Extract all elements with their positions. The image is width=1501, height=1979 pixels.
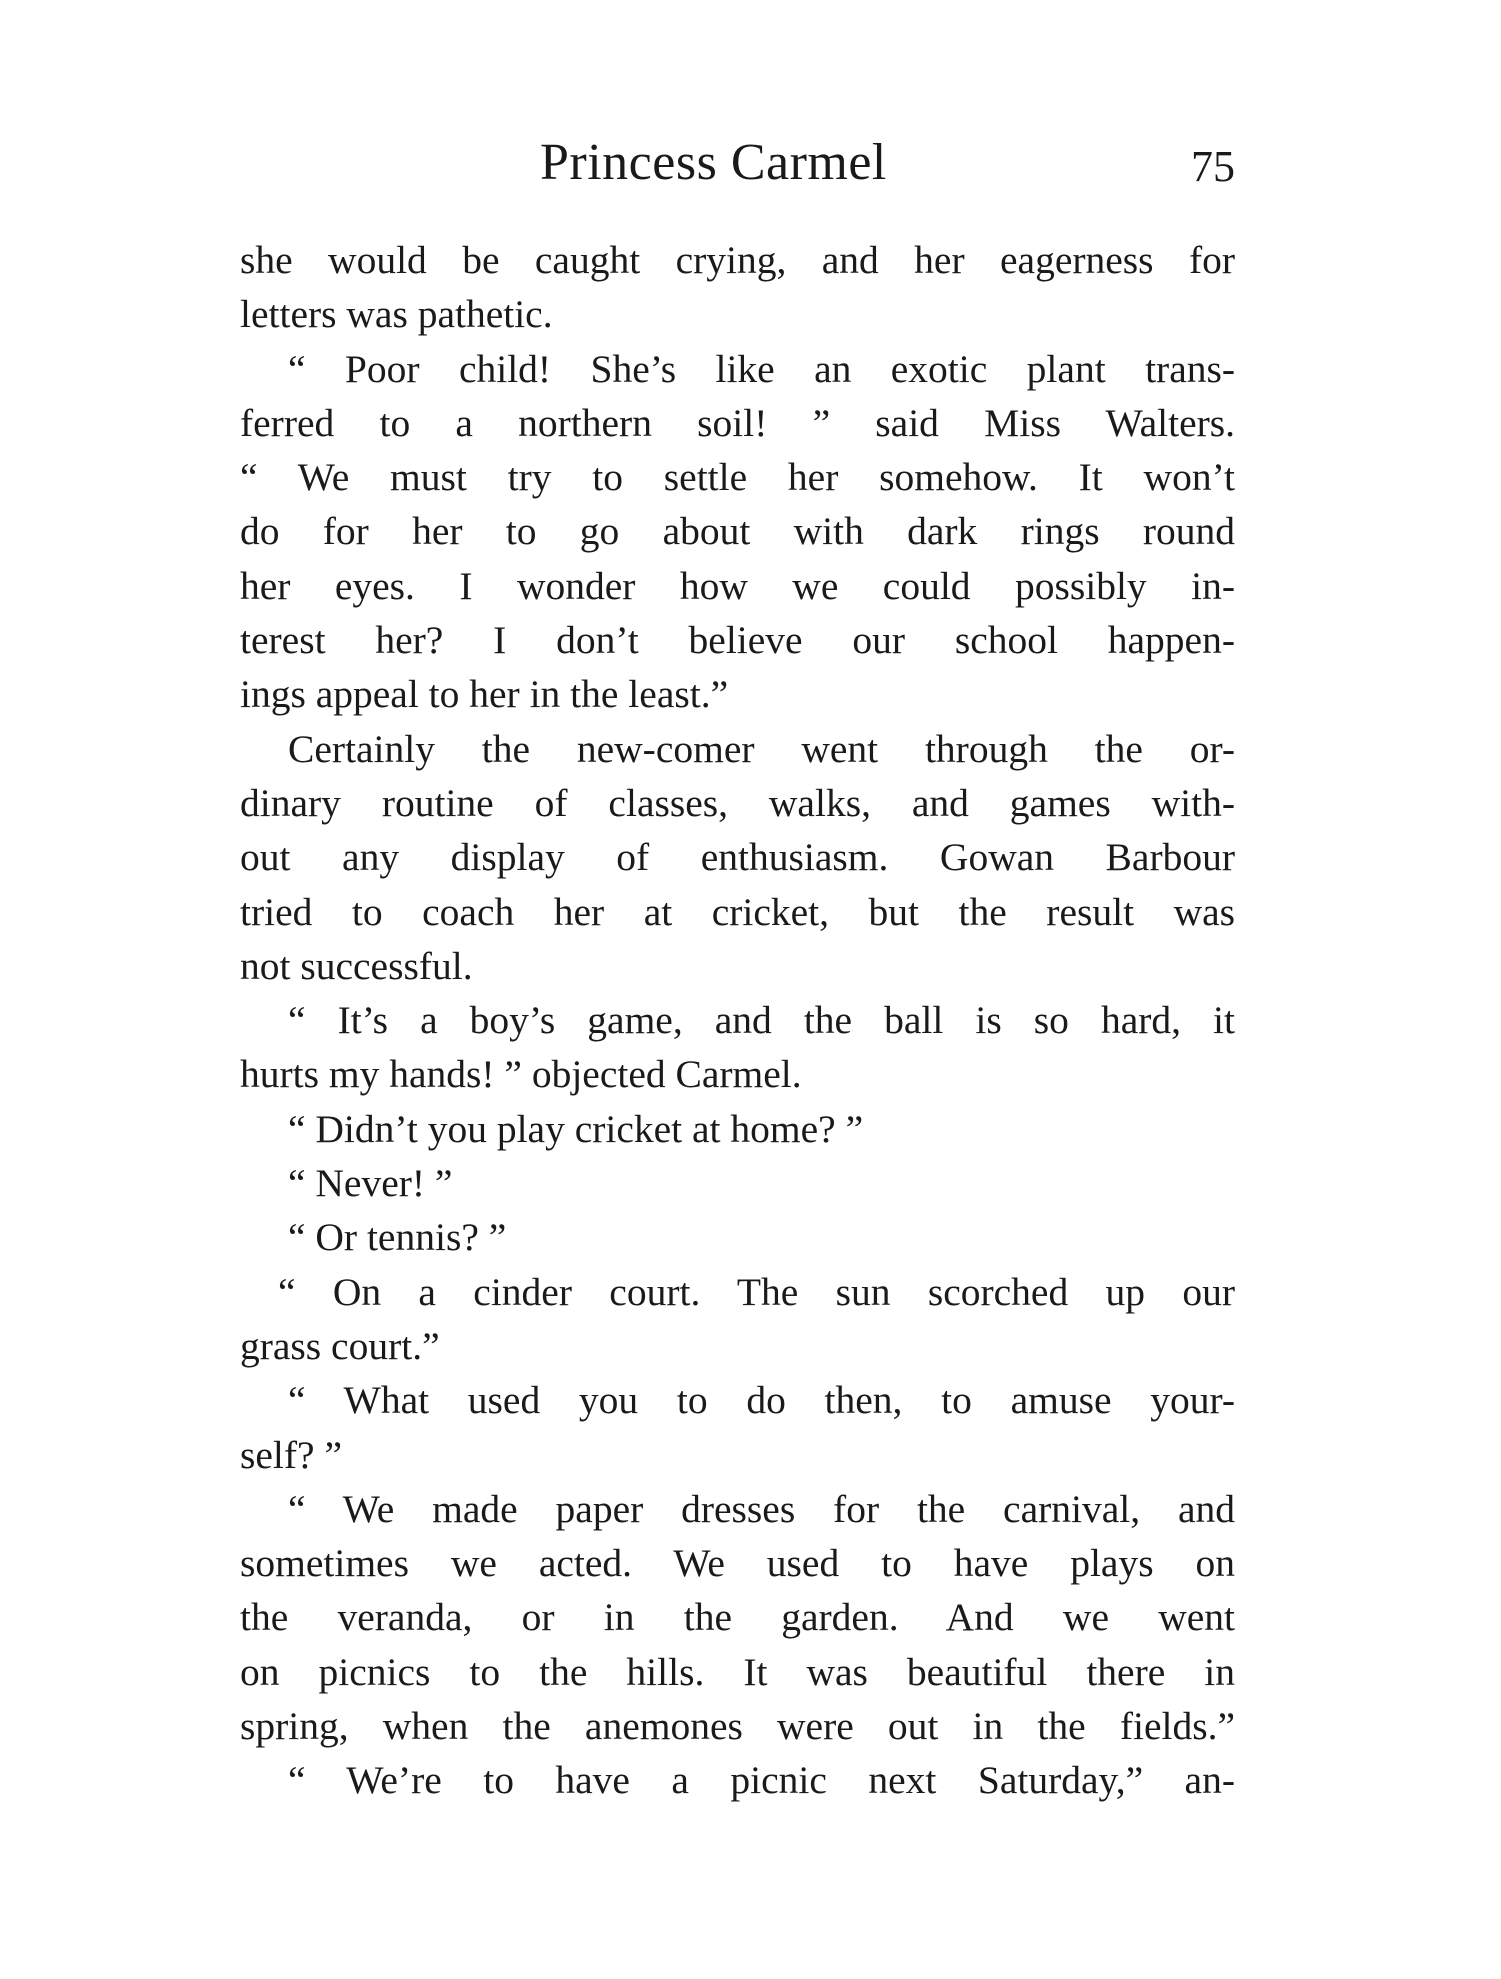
- page-header: [240, 128, 1235, 198]
- text-line: not successful.: [240, 943, 473, 988]
- text-line: sometimes we acted. We used to have plays on: [240, 1541, 1235, 1586]
- text-line: dinary routine of classes, walks, and games with-: [240, 780, 1235, 825]
- text-line: grass court.”: [240, 1323, 440, 1368]
- page-number: 75: [1191, 142, 1235, 191]
- text-line: terest her? I don’t believe our school happen-: [240, 618, 1235, 663]
- body-text: [240, 233, 1235, 1808]
- text-line: the veranda, or in the garden. And we went: [240, 1595, 1235, 1640]
- text-line: she would be caught crying, and her eagerness for: [240, 238, 1235, 282]
- text-line: “ We’re to have a picnic next Saturday,” an-: [288, 1758, 1235, 1803]
- text-line: “ On a cinder court. The sun scorched up our: [278, 1269, 1235, 1314]
- text-line: “ Didn’t you play cricket at home? ”: [288, 1106, 864, 1151]
- text-line: letters was pathetic.: [240, 292, 553, 337]
- text-line: ings appeal to her in the least.”: [240, 672, 729, 717]
- text-line: “ We must try to settle her somehow. It won’t: [240, 455, 1235, 500]
- text-line: “ It’s a boy’s game, and the ball is so hard, it: [288, 998, 1235, 1043]
- text-line: on picnics to the hills. It was beautiful there in: [240, 1649, 1235, 1694]
- running-title: Princess Carmel: [540, 134, 887, 191]
- text-line: hurts my hands! ” objected Carmel.: [240, 1052, 802, 1097]
- text-line: self? ”: [240, 1432, 342, 1477]
- text-line: “ We made paper dresses for the carnival, and: [288, 1486, 1235, 1531]
- text-line: “ What used you to do then, to amuse your-: [288, 1378, 1235, 1423]
- text-line: her eyes. I wonder how we could possibly in-: [240, 563, 1235, 608]
- text-line: out any display of enthusiasm. Gowan Barbour: [240, 835, 1235, 880]
- text-line: “ Never! ”: [288, 1161, 453, 1206]
- text-line: do for her to go about with dark rings round: [240, 509, 1235, 554]
- text-line: ferred to a northern soil! ” said Miss Walters.: [240, 400, 1235, 445]
- text-line: “ Or tennis? ”: [288, 1215, 507, 1260]
- text-line: “ Poor child! She’s like an exotic plant trans-: [288, 346, 1235, 391]
- text-line: spring, when the anemones were out in the fields.”: [240, 1704, 1235, 1749]
- text-line: tried to coach her at cricket, but the result was: [240, 889, 1235, 934]
- text-line: Certainly the new-comer went through the or-: [288, 726, 1235, 771]
